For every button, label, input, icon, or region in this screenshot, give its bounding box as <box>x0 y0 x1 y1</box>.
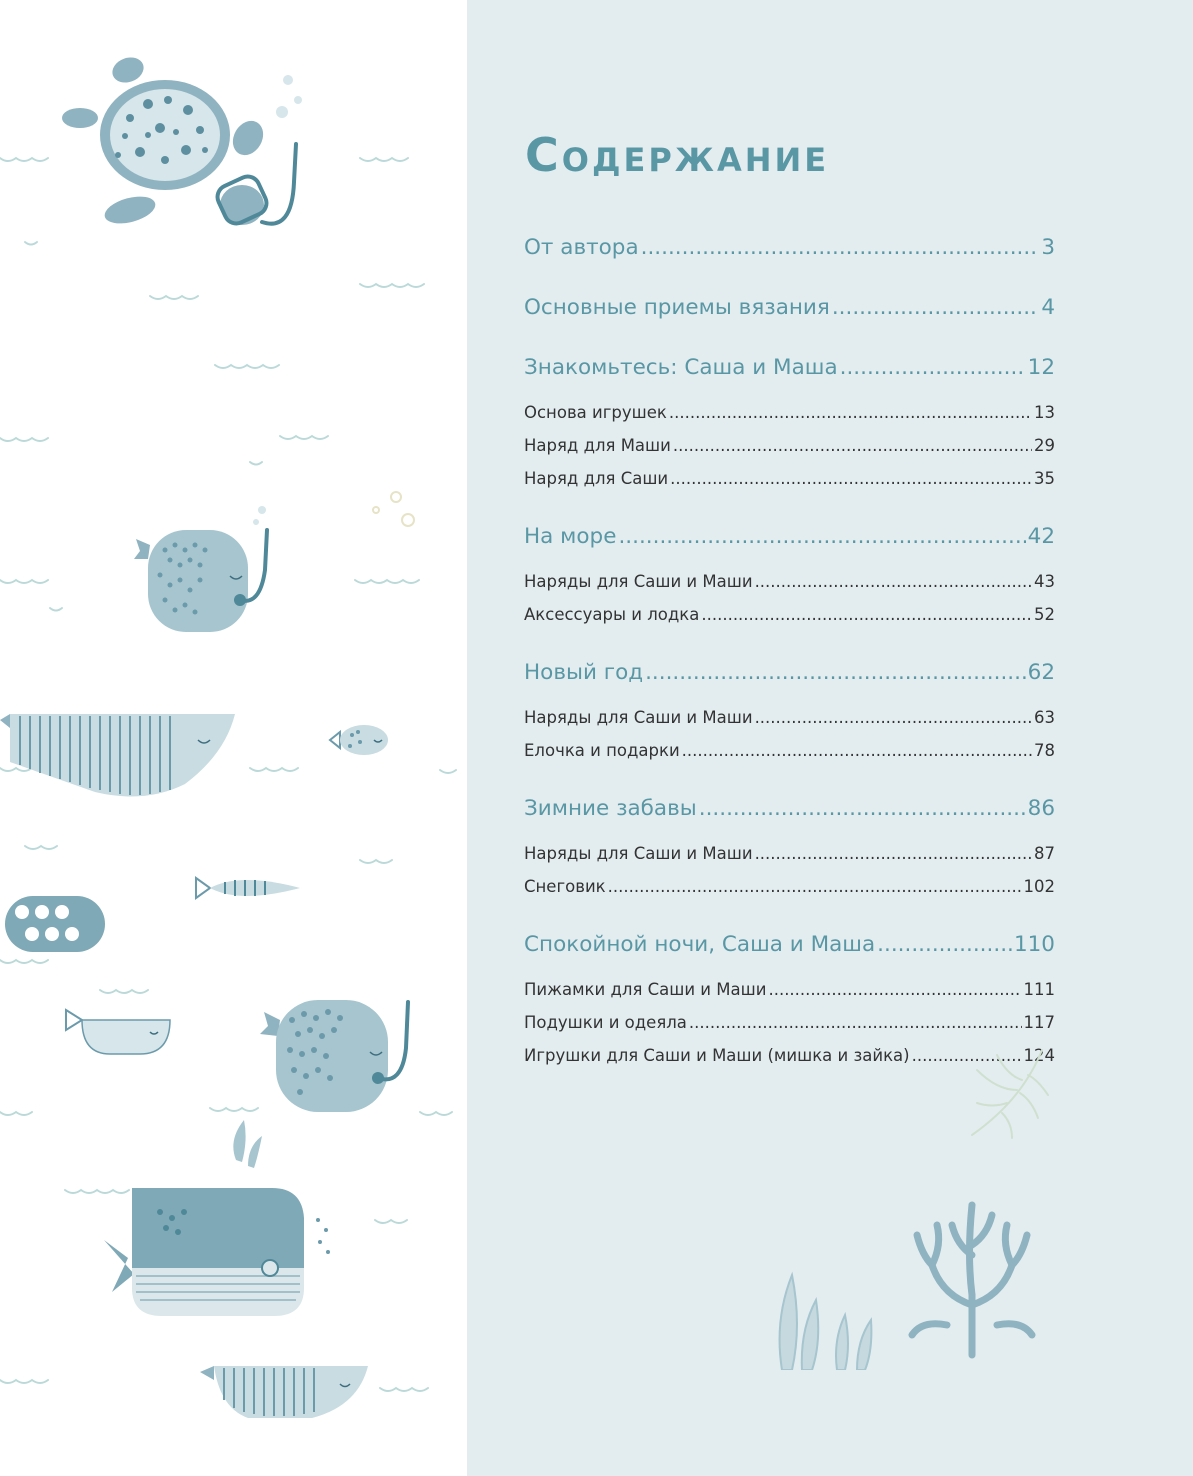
sea-illustration <box>0 0 467 1476</box>
toc-section-heading[interactable]: Основные приемы вязания ..... 4 <box>524 288 1055 328</box>
toc-section <box>524 348 1055 495</box>
toc-section <box>524 228 1055 268</box>
toc-section-heading[interactable]: На море ..... 42 <box>524 517 1055 557</box>
bubbles <box>373 492 414 526</box>
toc-entry[interactable]: Основа игрушек ..... 13 <box>524 396 1055 429</box>
toc-entry[interactable]: Наряды для Саши и Маши ..... 43 <box>524 565 1055 598</box>
fish-icon <box>330 725 388 755</box>
fish-icon <box>66 1010 170 1054</box>
toc-entry[interactable]: Снеговик ..... 102 <box>524 870 1055 903</box>
fish-icon <box>196 878 300 898</box>
toc-entry[interactable]: Игрушки для Саши и Маши (мишка и зайка) ..... 124 <box>524 1039 1055 1072</box>
toc-section-heading[interactable]: Зимние забавы ..... 86 <box>524 789 1055 829</box>
toc-entry[interactable]: Подушки и одеяла ..... 117 <box>524 1006 1055 1039</box>
toc-section <box>524 288 1055 328</box>
toc-section <box>524 517 1055 631</box>
whale-icon <box>104 1120 330 1316</box>
toc-section-heading[interactable]: Знакомьтесь: Саша и Маша ..... 12 <box>524 348 1055 388</box>
fish-icon <box>260 1000 408 1112</box>
toc-entry[interactable]: Елочка и подарки ..... 78 <box>524 734 1055 767</box>
toc-entry[interactable]: Пижамки для Саши и Маши ..... 111 <box>524 973 1055 1006</box>
toc-section <box>524 653 1055 767</box>
seaweed-icon <box>962 1045 1062 1145</box>
toc-section-heading[interactable]: Новый год ..... 62 <box>524 653 1055 693</box>
fish-icon <box>5 896 105 952</box>
whale-icon <box>0 714 235 797</box>
toc-entry[interactable]: Аксессуары и лодка ..... 52 <box>524 598 1055 631</box>
fish-icon <box>134 506 267 632</box>
table-of-contents <box>524 228 1055 1094</box>
page-title: Содержание <box>525 128 830 182</box>
toc-section-heading[interactable]: Спокойной ночи, Саша и Маша ..... 110 <box>524 925 1055 965</box>
toc-section <box>524 789 1055 903</box>
toc-entry[interactable]: Наряды для Саши и Маши ..... 63 <box>524 701 1055 734</box>
whale-icon <box>200 1366 368 1418</box>
toc-entry[interactable]: Наряд для Маши ..... 29 <box>524 429 1055 462</box>
seaweed-icon <box>772 1270 882 1370</box>
toc-panel <box>467 0 1193 1476</box>
coral-icon <box>907 1195 1037 1360</box>
toc-entry[interactable]: Наряд для Саши ..... 35 <box>524 462 1055 495</box>
toc-entry[interactable]: Наряды для Саши и Маши ..... 87 <box>524 837 1055 870</box>
toc-section-heading[interactable]: От автора ..... 3 <box>524 228 1055 268</box>
turtle-icon <box>62 53 302 228</box>
